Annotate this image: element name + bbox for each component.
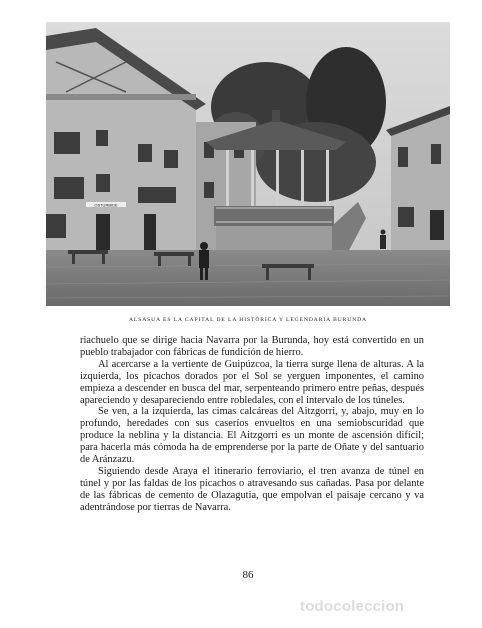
photo-caption: ALSASUA ES LA CAPITAL DE LA HISTÓRICA Y LEGENDARIA BURUNDA xyxy=(128,317,368,323)
watermark-logo: todocoleccion xyxy=(300,598,405,615)
paragraph-1: riachuelo que se dirige hacia Navarra por la Burunda, hoy está convertido en un pueblo trabajador con fábricas de fundición de hierro. xyxy=(80,335,424,358)
paragraph-2: Al acercarse a la vertiente de Guipúzcoa, la tierra surge llena de alturas. A la izquierda, los picachos dorados por el Sol se yerguen imponentes, el camino empieza a descender en busca del mar, serpenteando primero entre peñas, después apareciendo y desapareciendo entre robledales, con el intervalo de los túneles. xyxy=(80,358,424,406)
page-number: 86 xyxy=(242,569,254,581)
body-text xyxy=(80,335,424,514)
photograph-alsasua-square xyxy=(46,22,450,306)
paragraph-3: Se ven, a la izquierda, las cimas calcáreas del Aitzgorri, y, abajo, muy en lo profundo, heredades con sus caseríos envueltos en una semiobscuridad que produce la neblina y la distancia. El Aitzgorri es un monte de ascensión difícil; para hacerla más cómoda ha de emprenderse por la parte de Oñate y del santuario de Aránzazu. xyxy=(80,406,424,466)
paragraph-4: Siguiendo desde Araya el itinerario ferroviario, el tren avanza de túnel en túnel y por las faldas de los picachos o atravesando sus cañadas. Pasa por delante de las fábricas de cemento de Olazagutia, que empolvan el paisaje cercano y va adentrándose por tierras de Navarra. xyxy=(80,465,424,513)
building-sign-text: OSTURBIDE xyxy=(94,202,118,208)
photo-illustration xyxy=(46,22,450,306)
